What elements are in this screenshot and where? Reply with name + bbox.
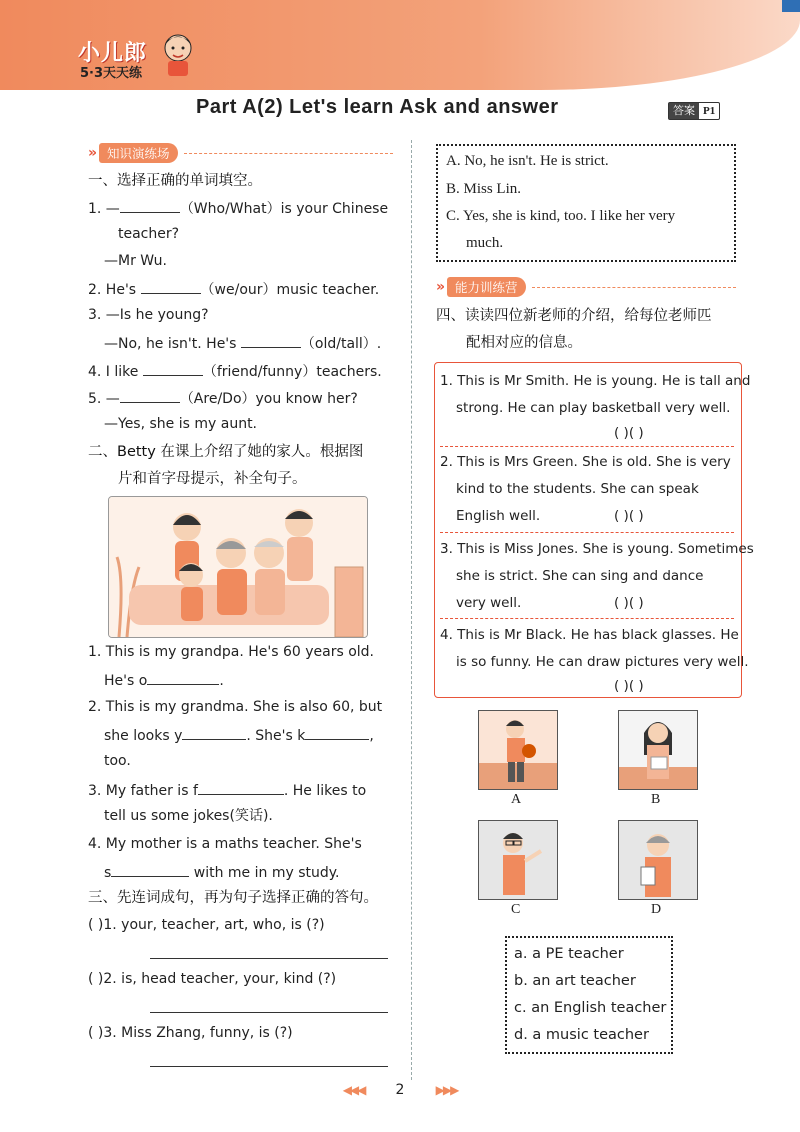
intro1-line2: strong. He can play basketball very well. xyxy=(456,400,731,416)
dashed-separator xyxy=(440,532,734,533)
section4-heading-line2: 配相对应的信息。 xyxy=(466,335,582,351)
s1-item4: 4. I like （friend/funny）teachers. xyxy=(88,361,382,381)
section4-heading-line1: 四、读读四位新老师的介绍，给每位老师匹 xyxy=(436,308,712,324)
blank-field[interactable] xyxy=(120,198,180,213)
double-arrow-icon: » xyxy=(88,145,98,161)
section1-heading: 一、选择正确的单词填空。 xyxy=(88,173,262,189)
s3-item3: ( )3. Miss Zhang, funny, is (?) xyxy=(88,1025,293,1041)
s1-item1-line2: teacher? xyxy=(118,226,180,242)
blank-field[interactable] xyxy=(143,361,203,376)
prev-arrows-icon: ◀◀◀ xyxy=(342,1083,365,1097)
intro2-line1: 2. This is Mrs Green. She is old. She is very xyxy=(440,454,731,470)
s2-item3-line2: tell us some jokes(笑话). xyxy=(104,808,273,824)
page-number: 2 xyxy=(395,1082,405,1098)
intro1-answer[interactable]: ( )( ) xyxy=(614,425,644,441)
option-a: A. No, he isn't. He is strict. xyxy=(446,153,609,169)
section-tag-ability xyxy=(436,277,736,297)
blank-field[interactable] xyxy=(147,670,219,685)
answer-paren[interactable]: ( ) xyxy=(88,971,104,987)
s2-item1-line1: 1. This is my grandpa. He's 60 years old. xyxy=(88,644,374,660)
blank-field[interactable] xyxy=(241,333,301,348)
intro3-line2: she is strict. She can sing and dance xyxy=(456,568,704,584)
picture-label-c: C xyxy=(511,902,521,917)
s2-item2-line2: she looks y . She's k , xyxy=(104,725,374,745)
s1-item5-line2: —Yes, she is my aunt. xyxy=(104,416,258,432)
job-c: c. an English teacher xyxy=(514,1000,667,1016)
section2-heading-line2: 片和首字母提示，补全句子。 xyxy=(118,471,307,487)
dashed-trail xyxy=(532,287,736,288)
answer-line[interactable] xyxy=(150,1012,388,1013)
s2-item2-line3: too. xyxy=(104,753,131,769)
section-tag-practice xyxy=(88,143,393,163)
s1-item5-line1: 5. — （Are/Do）you know her? xyxy=(88,388,358,408)
family-picture xyxy=(109,497,367,637)
answer-paren[interactable]: ( ) xyxy=(88,1025,104,1041)
intro2-line2: kind to the students. She can speak xyxy=(456,481,699,497)
answer-key-badge[interactable] xyxy=(668,102,720,120)
section-tag-label: 知识演练场 xyxy=(99,143,178,163)
option-c-cont: much. xyxy=(466,235,504,251)
family-illustration xyxy=(108,496,368,638)
dashed-separator xyxy=(440,446,734,447)
intro3-line1: 3. This is Miss Jones. She is young. Sometimes xyxy=(440,541,754,557)
s1-item1-line1: 1. — （Who/What）is your Chinese xyxy=(88,198,388,218)
s2-item2-line1: 2. This is my grandma. She is also 60, but xyxy=(88,699,383,715)
picture-label-d: D xyxy=(651,902,662,917)
picture-label-b: B xyxy=(651,792,661,807)
s2-item4-line1: 4. My mother is a maths teacher. She's xyxy=(88,836,362,852)
logo-title: 小儿郎 xyxy=(78,41,148,66)
pe-teacher-icon xyxy=(479,711,557,789)
picture-d xyxy=(618,820,698,900)
page-footer xyxy=(0,1082,800,1098)
page-title: Part A(2) Let's learn Ask and answer xyxy=(196,96,559,118)
option-c: C. Yes, she is kind, too. I like her very xyxy=(446,208,676,224)
column-divider xyxy=(411,140,412,1080)
music-teacher-icon xyxy=(619,711,697,789)
answer-line[interactable] xyxy=(150,1066,388,1067)
blank-field[interactable] xyxy=(111,862,189,877)
job-a: a. a PE teacher xyxy=(514,946,624,962)
option-b: B. Miss Lin. xyxy=(446,181,522,197)
intro3-answer[interactable]: ( )( ) xyxy=(614,595,644,611)
answer-paren[interactable]: ( ) xyxy=(88,917,104,933)
intro4-answer[interactable]: ( )( ) xyxy=(614,678,644,694)
blank-field[interactable] xyxy=(182,725,246,740)
art-teacher-icon xyxy=(479,821,557,899)
dashed-trail xyxy=(184,153,393,154)
corner-marker xyxy=(782,0,800,12)
s2-item1-line2: He's o . xyxy=(104,670,224,690)
logo-subtitle: 5·3天天练 xyxy=(80,66,143,81)
picture-label-a: A xyxy=(511,792,522,807)
blank-field[interactable] xyxy=(305,725,369,740)
intro1-line1: 1. This is Mr Smith. He is young. He is tall and xyxy=(440,373,751,389)
intro2-answer[interactable]: ( )( ) xyxy=(614,508,644,524)
job-d: d. a music teacher xyxy=(514,1027,649,1043)
s1-item1-line3: —Mr Wu. xyxy=(104,253,167,269)
intro4-line1: 4. This is Mr Black. He has black glasses. He xyxy=(440,627,739,643)
english-teacher-icon xyxy=(619,821,697,899)
mascot-boy-icon xyxy=(158,28,198,78)
section3-heading: 三、先连词成句，再为句子选择正确的答句。 xyxy=(88,890,378,906)
answer-key-label: 答案 xyxy=(669,103,699,119)
blank-field[interactable] xyxy=(120,388,180,403)
job-b: b. an art teacher xyxy=(514,973,636,989)
section2-heading-line1: 二、Betty 在课上介绍了她的家人。根据图 xyxy=(88,444,364,460)
s3-item2: ( )2. is, head teacher, your, kind (?) xyxy=(88,971,337,987)
dashed-separator xyxy=(440,618,734,619)
s2-item3-line1: 3. My father is f . He likes to xyxy=(88,780,366,800)
s3-item1: ( )1. your, teacher, art, who, is (?) xyxy=(88,917,325,933)
picture-c xyxy=(478,820,558,900)
intro2-line3: English well. xyxy=(456,508,541,524)
picture-a xyxy=(478,710,558,790)
s1-item2: 2. He's （we/our）music teacher. xyxy=(88,279,379,299)
picture-b xyxy=(618,710,698,790)
answer-page-ref: P1 xyxy=(703,105,716,117)
double-arrow-icon: » xyxy=(436,279,446,295)
s1-item3-line2: —No, he isn't. He's （old/tall）. xyxy=(104,333,381,353)
next-arrows-icon: ▶▶▶ xyxy=(435,1083,458,1097)
intro4-line2: is so funny. He can draw pictures very well. xyxy=(456,654,749,670)
s2-item4-line2: s with me in my study. xyxy=(104,862,339,882)
answer-line[interactable] xyxy=(150,958,388,959)
blank-field[interactable] xyxy=(198,780,284,795)
s1-item3-line1: 3. —Is he young? xyxy=(88,307,209,323)
blank-field[interactable] xyxy=(141,279,201,294)
intro3-line3: very well. xyxy=(456,595,522,611)
section-tag-label: 能力训练营 xyxy=(447,277,526,297)
